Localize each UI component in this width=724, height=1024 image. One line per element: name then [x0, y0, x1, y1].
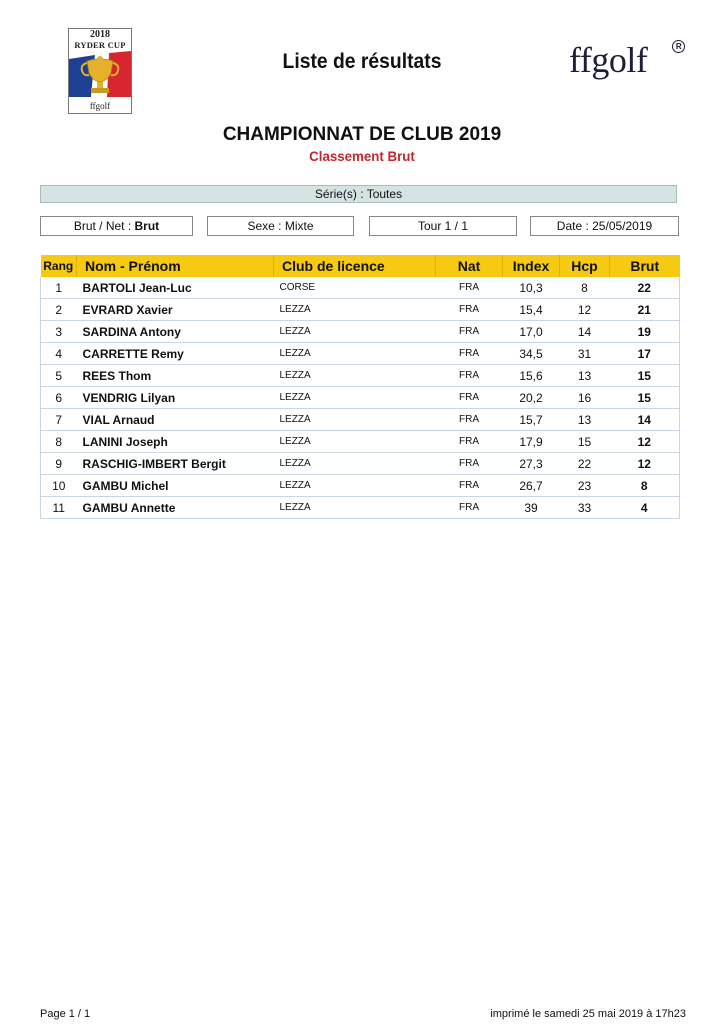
cell-nom: GAMBU Michel [77, 475, 274, 497]
cell-club: CORSE [274, 277, 436, 299]
cell-brut: 15 [610, 387, 680, 409]
cell-nat: FRA [436, 365, 503, 387]
cell-club: LEZZA [274, 409, 436, 431]
col-nat-header: Nat [436, 255, 503, 277]
cell-nat: FRA [436, 299, 503, 321]
cell-club: LEZZA [274, 497, 436, 519]
sexe-box: Sexe : Mixte [207, 216, 354, 236]
logo-year: 2018 [90, 29, 110, 40]
cell-nat: FRA [436, 475, 503, 497]
col-club-header: Club de licence [274, 255, 436, 277]
cell-club: LEZZA [274, 343, 436, 365]
cell-nat: FRA [436, 277, 503, 299]
brand-name: ffgolf [569, 40, 648, 80]
cell-club: LEZZA [274, 453, 436, 475]
table-row [41, 431, 680, 453]
cell-index: 17,9 [503, 431, 560, 453]
table-row [41, 299, 680, 321]
table-row [41, 365, 680, 387]
cell-brut: 14 [610, 409, 680, 431]
brut-net-value: Brut [134, 219, 160, 233]
results-table [40, 255, 680, 519]
ffgolf-logo [569, 40, 682, 80]
cell-index: 39 [503, 497, 560, 519]
cell-club: LEZZA [274, 387, 436, 409]
cell-brut: 15 [610, 365, 680, 387]
cell-rang: 4 [41, 343, 77, 365]
cell-brut: 12 [610, 431, 680, 453]
cell-hcp: 13 [560, 409, 610, 431]
cell-rang: 11 [41, 497, 77, 519]
col-rang-header: Rang [41, 255, 77, 277]
cell-nom: VIAL Arnaud [77, 409, 274, 431]
cell-index: 15,4 [503, 299, 560, 321]
logo-event: RYDER CUP [74, 40, 126, 50]
cell-index: 26,7 [503, 475, 560, 497]
cell-club: LEZZA [274, 299, 436, 321]
cell-brut: 8 [610, 475, 680, 497]
cell-club: LEZZA [274, 321, 436, 343]
cell-hcp: 31 [560, 343, 610, 365]
cell-nat: FRA [436, 409, 503, 431]
cell-hcp: 14 [560, 321, 610, 343]
cell-index: 17,0 [503, 321, 560, 343]
cell-club: LEZZA [274, 365, 436, 387]
cell-brut: 4 [610, 497, 680, 519]
cell-rang: 6 [41, 387, 77, 409]
logo-federation: ffgolf [89, 101, 111, 111]
cell-hcp: 8 [560, 277, 610, 299]
table-row [41, 277, 680, 299]
cell-nom: SARDINA Antony [77, 321, 274, 343]
cell-brut: 17 [610, 343, 680, 365]
brut-net-box [40, 216, 193, 236]
cell-rang: 1 [41, 277, 77, 299]
cell-index: 34,5 [503, 343, 560, 365]
cell-rang: 7 [41, 409, 77, 431]
table-row [41, 409, 680, 431]
cell-nat: FRA [436, 321, 503, 343]
table-row [41, 321, 680, 343]
cell-rang: 8 [41, 431, 77, 453]
table-row [41, 453, 680, 475]
cell-club: LEZZA [274, 431, 436, 453]
cell-index: 20,2 [503, 387, 560, 409]
cell-hcp: 12 [560, 299, 610, 321]
table-row [41, 387, 680, 409]
registered-icon: R [672, 40, 685, 53]
series-filter: Série(s) : Toutes [40, 185, 677, 203]
cell-index: 10,3 [503, 277, 560, 299]
cell-nom: GAMBU Annette [77, 497, 274, 519]
table-row [41, 475, 680, 497]
cell-rang: 2 [41, 299, 77, 321]
cell-nom: RASCHIG-IMBERT Bergit [77, 453, 274, 475]
cell-brut: 22 [610, 277, 680, 299]
cell-hcp: 15 [560, 431, 610, 453]
table-header-row [41, 255, 680, 277]
print-timestamp: imprimé le samedi 25 mai 2019 à 17h23 [490, 1008, 686, 1020]
cell-nom: REES Thom [77, 365, 274, 387]
cell-index: 15,6 [503, 365, 560, 387]
col-index-header: Index [503, 255, 560, 277]
competition-subtitle: Classement Brut [309, 148, 415, 164]
tour-box: Tour 1 / 1 [369, 216, 517, 236]
competition-title: CHAMPIONNAT DE CLUB 2019 [222, 124, 502, 145]
cell-rang: 10 [41, 475, 77, 497]
cell-club: LEZZA [274, 475, 436, 497]
cell-nat: FRA [436, 453, 503, 475]
cell-rang: 9 [41, 453, 77, 475]
col-nom-header: Nom - Prénom [77, 255, 274, 277]
results-body [41, 277, 680, 519]
cell-nom: CARRETTE Remy [77, 343, 274, 365]
brut-net-label: Brut / Net : [73, 219, 132, 233]
cell-nat: FRA [436, 387, 503, 409]
cell-nom: BARTOLI Jean-Luc [77, 277, 274, 299]
col-brut-header: Brut [610, 255, 680, 277]
cell-nat: FRA [436, 497, 503, 519]
cell-nat: FRA [436, 431, 503, 453]
table-row [41, 343, 680, 365]
cell-hcp: 16 [560, 387, 610, 409]
date-box: Date : 25/05/2019 [530, 216, 679, 236]
cell-nom: EVRARD Xavier [77, 299, 274, 321]
cell-nom: VENDRIG Lilyan [77, 387, 274, 409]
table-row [41, 497, 680, 519]
page-title: Liste de résultats [282, 50, 442, 73]
cell-brut: 12 [610, 453, 680, 475]
cell-rang: 3 [41, 321, 77, 343]
cell-nat: FRA [436, 343, 503, 365]
cell-hcp: 33 [560, 497, 610, 519]
cell-hcp: 13 [560, 365, 610, 387]
cell-index: 27,3 [503, 453, 560, 475]
cell-hcp: 22 [560, 453, 610, 475]
cell-hcp: 23 [560, 475, 610, 497]
cell-nom: LANINI Joseph [77, 431, 274, 453]
cell-brut: 19 [610, 321, 680, 343]
col-hcp-header: Hcp [560, 255, 610, 277]
cell-rang: 5 [41, 365, 77, 387]
cell-index: 15,7 [503, 409, 560, 431]
page-number: Page 1 / 1 [40, 1008, 91, 1020]
cell-brut: 21 [610, 299, 680, 321]
